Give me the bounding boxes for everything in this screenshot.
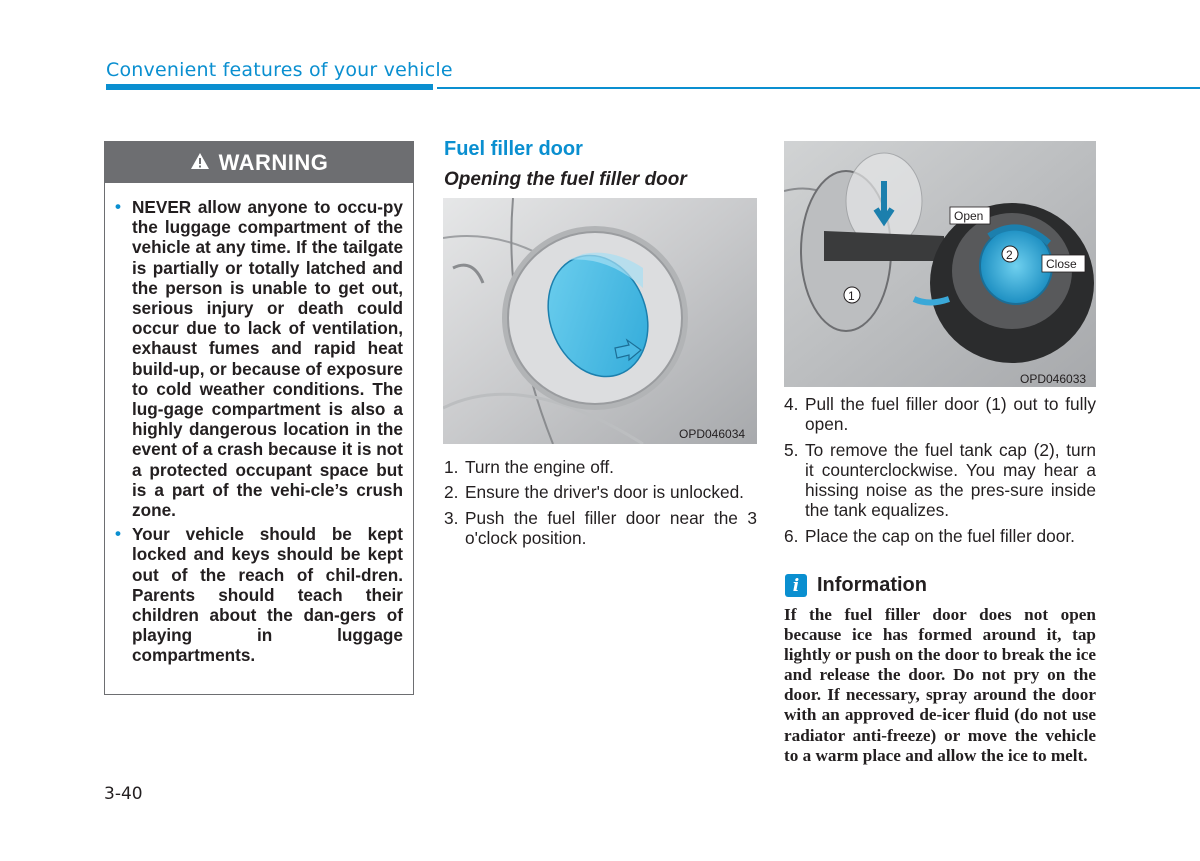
callout-2: 2 bbox=[1006, 248, 1013, 262]
warning-title: WARNING bbox=[218, 149, 329, 175]
step-item: 3. Push the fuel filler door near the 3 o'clock position. bbox=[444, 507, 757, 548]
step-item: 2. Ensure the driver's door is unlocked. bbox=[444, 482, 744, 503]
steps-list-right bbox=[784, 394, 1096, 551]
bullet-icon: • bbox=[115, 197, 121, 216]
info-icon: i bbox=[785, 574, 807, 597]
close-label: Close bbox=[1046, 257, 1077, 271]
warning-list bbox=[105, 183, 413, 666]
warning-triangle-icon bbox=[190, 150, 210, 176]
fuel-door-open-illustration bbox=[784, 141, 1096, 387]
section-subtitle: Opening the fuel filler door bbox=[444, 169, 687, 190]
step-item: 1. Turn the engine off. bbox=[444, 457, 614, 477]
bullet-icon: • bbox=[115, 524, 121, 544]
header-rule-thin bbox=[437, 87, 1200, 89]
step-item: 5. To remove the fuel tank cap (2), turn it counterclockwise. You may hear a hissing noise as the pres-sure inside the tank equalizes. bbox=[784, 439, 1096, 521]
fuel-door-closed-illustration bbox=[443, 198, 757, 444]
open-label: Open bbox=[954, 209, 984, 223]
callout-1: 1 bbox=[848, 289, 855, 303]
information-header bbox=[785, 574, 927, 597]
page-number: 3-40 bbox=[104, 784, 143, 804]
step-item: 4. Pull the fuel filler door (1) out to fully open. bbox=[784, 394, 1096, 435]
figure-code: OPD046034 bbox=[679, 427, 746, 441]
step-item: 6. Place the cap on the fuel filler door. bbox=[784, 525, 1075, 546]
section-title: Fuel filler door bbox=[444, 138, 583, 160]
information-text: If the fuel filler door does not open because ice has formed around it, tap lightly or push on the door to break the ice and release the door. Do not pry on the door. If necessary, spray around the door with an approved de-icer fluid (do not use radiator anti-freeze) or move the vehicle to a warm place and allow the ice to melt. bbox=[784, 605, 1096, 765]
warning-box bbox=[104, 141, 414, 695]
warning-item: • NEVER allow anyone to occu-py the luggage compartment of the vehicle at any time. If the tailgate is partially or totally latched and the person is unable to get out, serious injury or death could occur due to lack of ventilation, exhaust fumes and rapid heat build-up, or because of exposure to cold weather conditions. The lug-gage compartment is also a highly dangerous location in the event of a crash because it is not a protected occupant space but is a part of the vehi-cle’s crush zone. bbox=[115, 197, 403, 521]
warning-item: • Your vehicle should be kept locked and keys should be kept out of the reach of chil-dren. Parents should teach their children about the dan-gers of playing in luggage compartments. bbox=[115, 524, 403, 666]
warning-header bbox=[105, 142, 413, 183]
chapter-title: Convenient features of your vehicle bbox=[106, 59, 453, 81]
information-title: Information bbox=[817, 574, 927, 596]
steps-list-middle bbox=[444, 457, 757, 553]
header-rule-thick bbox=[106, 84, 433, 90]
figure-code: OPD046033 bbox=[1020, 372, 1087, 386]
